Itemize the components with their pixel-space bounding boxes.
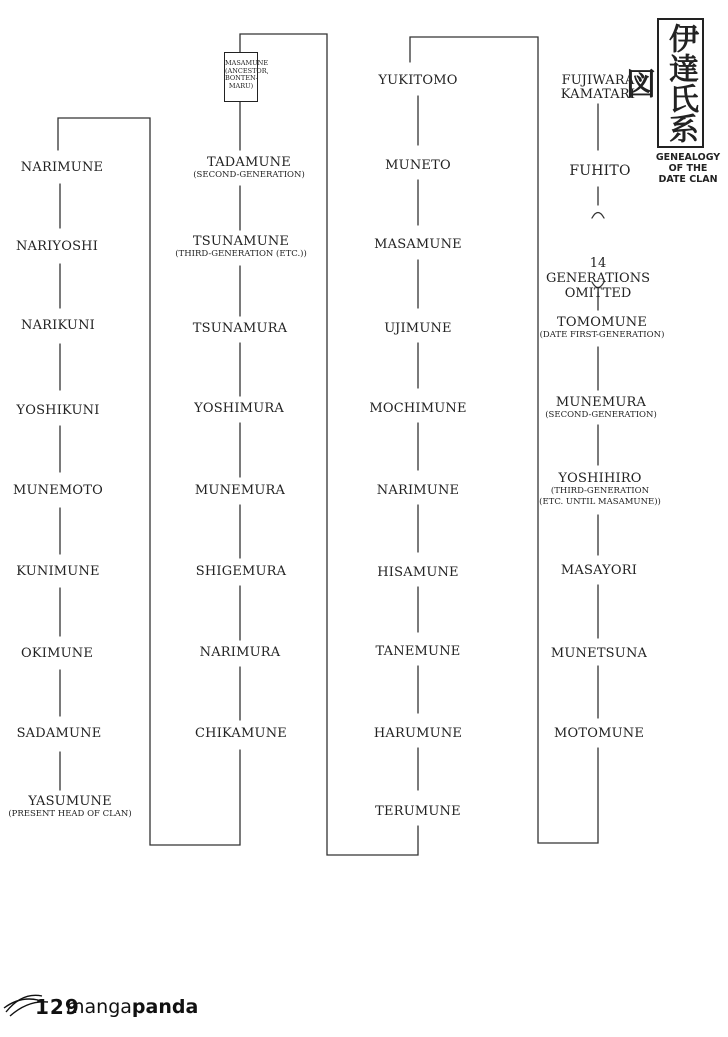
node-narimune-left — [21, 161, 103, 175]
node-name: YASUMUNE — [28, 794, 112, 809]
node-subtitle: (THIRD-GENERATION — [550, 486, 650, 497]
omitted-count: 14 — [589, 256, 607, 271]
watermark — [66, 996, 198, 1018]
node-yoshimura — [194, 402, 284, 416]
node-tomomune — [540, 316, 665, 341]
node-masayori — [561, 564, 637, 578]
node-name: SADAMUNE — [16, 726, 102, 741]
node-sadamune — [17, 727, 102, 741]
node-yasumune — [8, 795, 131, 820]
node-munetsuna — [551, 647, 647, 661]
node-nariyoshi — [16, 240, 98, 254]
omitted-line: OMITTED — [564, 286, 632, 301]
node-name: KAMATARI — [560, 87, 636, 103]
node-subtitle: (ETC. UNTIL MASAMUNE)) — [539, 496, 661, 507]
node-motomune — [554, 727, 644, 741]
page-number: 129 — [35, 995, 80, 1019]
node-subtitle: (DATE FIRST-GENERATION) — [539, 330, 665, 341]
node-subtitle: (THIRD-GENERATION (ETC.)) — [175, 249, 307, 260]
node-okimune — [21, 647, 93, 661]
ancestor-line: MASAMUNE — [225, 59, 269, 67]
node-munemura-mid — [195, 484, 285, 498]
node-name: YOSHIMURA — [194, 401, 284, 416]
node-name: FUHITO — [569, 163, 631, 179]
node-narikuni — [21, 319, 95, 333]
node-name: YOSHIKUNI — [16, 403, 100, 418]
node-narimune-mid — [377, 484, 459, 498]
node-name: MOCHIMUNE — [369, 401, 467, 416]
node-tsunamune — [175, 235, 307, 260]
node-name: MOTOMUNE — [553, 726, 645, 741]
node-yukitomo — [378, 74, 457, 88]
title-caption — [648, 152, 728, 185]
node-fujiwara-kamatari — [561, 74, 635, 103]
node-mochimune — [369, 402, 466, 416]
node-name: UJIMUNE — [384, 321, 452, 336]
node-terumune — [375, 805, 461, 819]
node-kunimune — [16, 565, 99, 579]
node-munemura-right — [545, 396, 657, 421]
node-name: SHIGEMURA — [195, 564, 287, 579]
watermark-part: manga — [66, 996, 132, 1018]
node-name: CHIKAMUNE — [195, 726, 287, 741]
node-harumune — [374, 727, 462, 741]
omit-bracket-top — [592, 213, 604, 219]
node-name: NARIMURA — [199, 645, 281, 660]
node-name: TSUNAMURA — [192, 321, 288, 336]
node-subtitle: (PRESENT HEAD OF CLAN) — [8, 809, 132, 820]
omitted-line: GENERATIONS — [546, 271, 650, 286]
node-name: HISAMUNE — [377, 565, 459, 580]
node-name: MUNETSUNA — [550, 646, 648, 661]
title-caption-line: OF THE — [668, 163, 708, 174]
node-fuhito — [569, 164, 630, 179]
ancestor-masamune-box — [224, 52, 269, 102]
ancestor-line: MARU) — [228, 81, 254, 90]
ancestor-line: BONTEN- — [225, 74, 258, 82]
node-narimura — [200, 646, 281, 660]
node-tsunamura — [193, 322, 288, 336]
node-yoshikuni — [16, 404, 99, 418]
node-hisamune — [377, 566, 459, 580]
node-name: NARIMUNE — [20, 160, 104, 175]
node-name: HARUMUNE — [373, 726, 463, 741]
node-name: TANEMUNE — [375, 644, 461, 659]
ancestor-line: (ANCESTOR, — [225, 66, 269, 75]
node-tanemune — [376, 645, 461, 659]
node-name: TADAMUNE — [207, 155, 291, 170]
node-ujimune — [384, 322, 452, 336]
node-munemoto — [13, 484, 103, 498]
node-subtitle: (SECOND-GENERATION) — [545, 410, 657, 421]
node-name: MUNEMOTO — [12, 483, 104, 498]
title-kanji: 伊達氏系図 — [657, 18, 704, 148]
node-shigemura — [196, 565, 287, 579]
watermark-part: panda — [131, 996, 199, 1018]
node-name: NARIMUNE — [376, 483, 460, 498]
generations-omitted — [546, 256, 650, 301]
node-name: KUNIMUNE — [16, 564, 100, 579]
node-muneto — [385, 159, 451, 173]
node-subtitle: (SECOND-GENERATION) — [193, 170, 305, 181]
node-name: TOMOMUNE — [556, 315, 648, 330]
node-name: FUJIWARA — [561, 73, 635, 88]
node-yoshihiro — [539, 472, 661, 507]
node-name: YUKITOMO — [378, 73, 458, 88]
node-name: MASAYORI — [560, 563, 638, 578]
node-name: MUNETO — [385, 158, 451, 173]
node-name: MASAMUNE — [374, 237, 462, 252]
node-name: NARIYOSHI — [15, 239, 99, 254]
node-name: NARIKUNI — [20, 318, 96, 333]
node-name: TERUMUNE — [375, 804, 461, 819]
node-tadamune — [193, 156, 305, 181]
node-name: MUNEMURA — [194, 483, 286, 498]
title-caption-line: DATE CLAN — [658, 174, 718, 185]
node-name: OKIMUNE — [20, 646, 94, 661]
node-name: YOSHIHIRO — [558, 471, 642, 486]
node-masamune-mid — [374, 238, 462, 252]
node-name: TSUNAMUNE — [192, 234, 290, 249]
node-name: MUNEMURA — [555, 395, 647, 410]
node-chikamune — [195, 727, 287, 741]
title-caption-line: GENEALOGY — [655, 152, 721, 163]
